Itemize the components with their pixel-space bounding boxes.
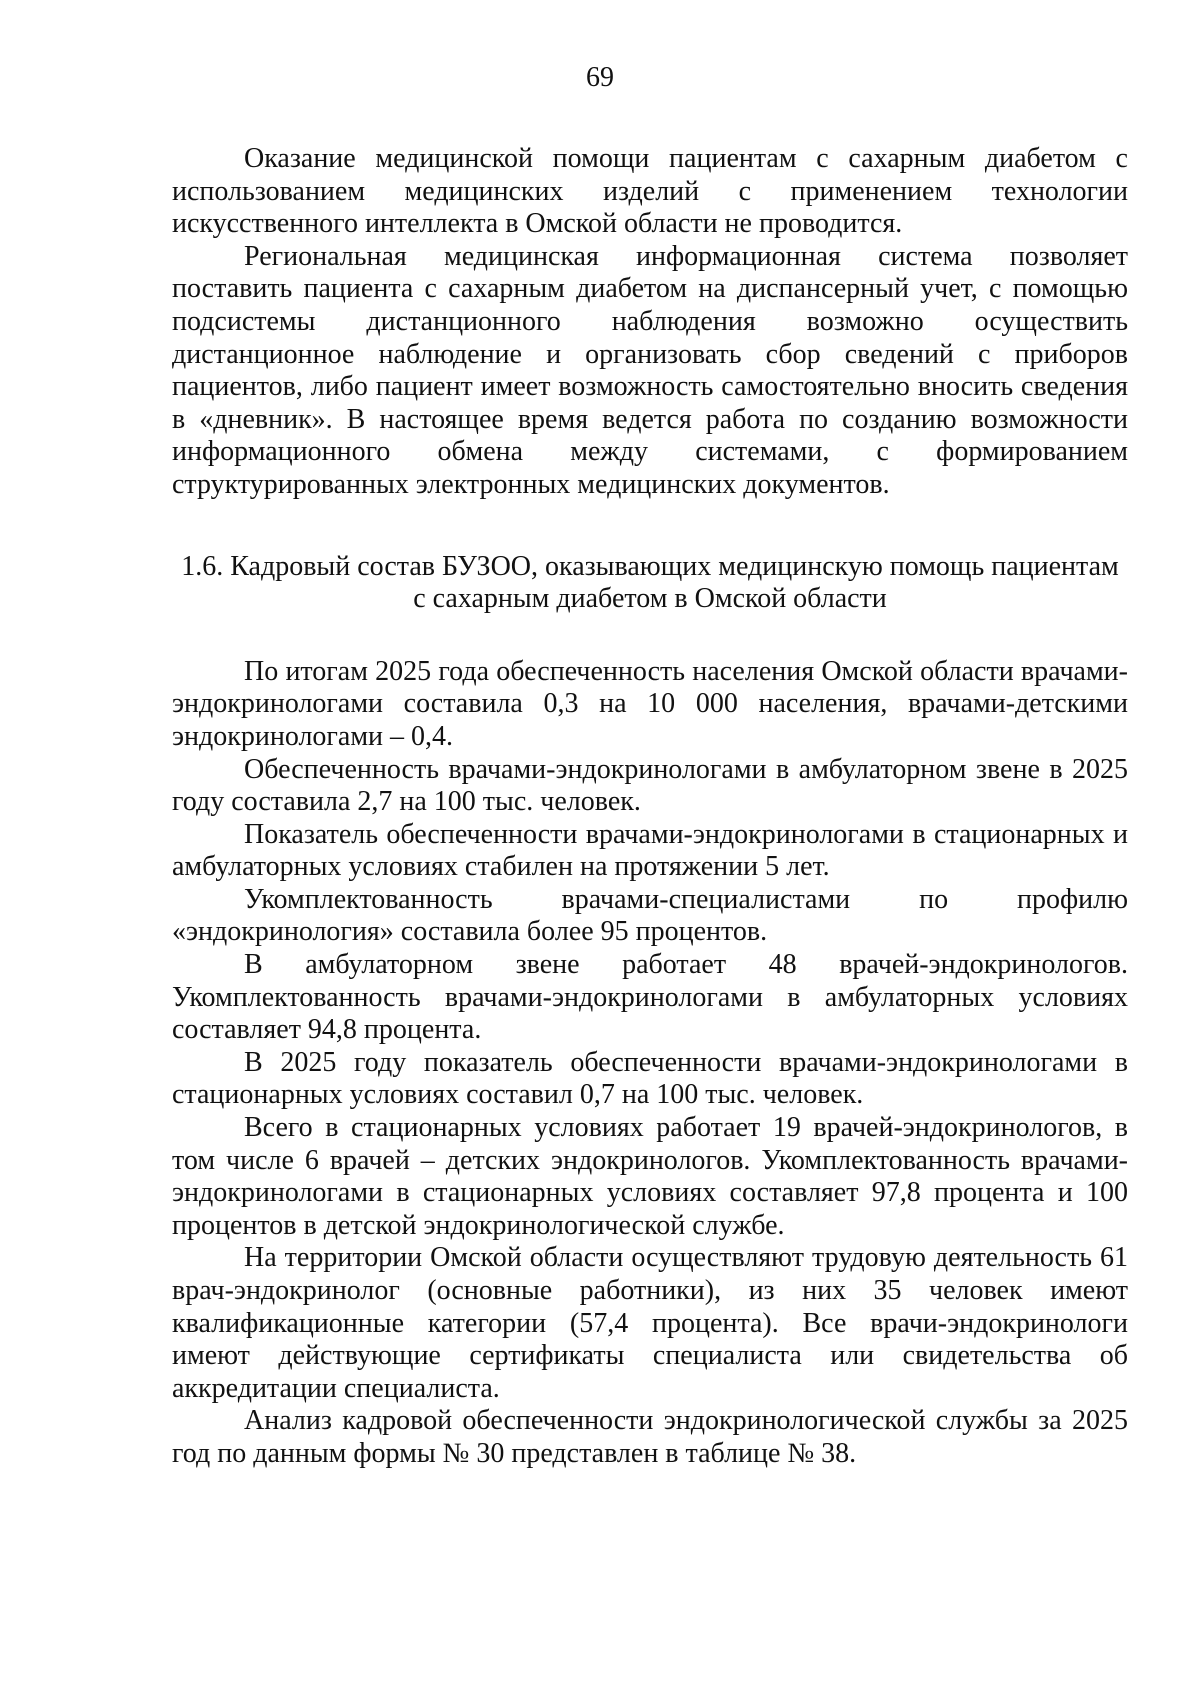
- paragraph-provision-2025: По итогам 2025 года обеспеченность населения Омской области врачами-эндокринологами составила 0,3 на 10 000 населения, врачами-детскими эндокринологами – 0,4.: [172, 655, 1128, 752]
- section-heading-line-1: 1.6. Кадровый состав БУЗОО, оказывающих медицинскую помощь пациентам: [181, 550, 1119, 582]
- paragraph-ai-technology: Оказание медицинской помощи пациентам с сахарным диабетом с использованием медицинских изделий с применением технологии искусственного интеллекта в Омской области не проводится.: [172, 143, 1128, 240]
- paragraph-analysis-reference: Анализ кадровой обеспеченности эндокринологической службы за 2025 год по данным формы № 30 представлен в таблице № 38.: [172, 1405, 1128, 1469]
- paragraph-inpatient-provision: В 2025 году показатель обеспеченности врачами-эндокринологами в стационарных условиях составил 0,7 на 100 тыс. человек.: [172, 1046, 1128, 1111]
- paragraph-stability: Показатель обеспеченности врачами-эндокринологами в стационарных и амбулаторных условиях стабилен на протяжении 5 лет.: [172, 818, 1128, 883]
- section-heading-line-2: с сахарным диабетом в Омской области: [413, 583, 887, 615]
- paragraph-staffing-level: Укомплектованность врачами-специалистами по профилю «эндокринология» составила более 95 процентов.: [172, 883, 1128, 948]
- paragraph-workforce: На территории Омской области осуществляют трудовую деятельность 61 врач-эндокринолог (основные работники), из них 35 человек имеют квалификационные категории (57,4 процента). Все врачи-эндокринологи имеют действующие сертификаты специалиста или свидетельства об аккредитации специалиста.: [172, 1242, 1128, 1404]
- document-body: [172, 143, 1128, 1471]
- paragraph-inpatient-staff: Всего в стационарных условиях работает 19 врачей-эндокринологов, в том числе 6 врачей – детских эндокринологов. Укомплектованность врачами-эндокринологами в стационарных условиях составляет 97,8 процента и 100 процентов в детской эндокринологической службе.: [172, 1112, 1128, 1241]
- page-number: 69: [586, 62, 614, 93]
- paragraph-outpatient-provision: Обеспеченность врачами-эндокринологами в амбулаторном звене в 2025 году составила 2,7 на 100 тыс. человек.: [172, 753, 1128, 818]
- spacer: [172, 616, 1128, 656]
- spacer: [172, 502, 1128, 551]
- section-heading: [172, 551, 1128, 616]
- paragraph-outpatient-staff: В амбулаторном звене работает 48 врачей-эндокринологов. Укомплектованность врачами-эндокринологами в амбулаторных условиях составляет 94,8 процента.: [172, 949, 1128, 1046]
- paragraph-information-system: Региональная медицинская информационная система позволяет поставить пациента с сахарным диабетом на диспансерный учет, с помощью подсистемы дистанционного наблюдения возможно осуществить дистанционное наблюдение и организовать сбор сведений с приборов пациентов, либо пациент имеет возможность самостоятельно вносить сведения в «дневник». В настоящее время ведется работа по созданию возможности информационного обмена между системами, с формированием структурированных электронных медицинских документов.: [172, 240, 1128, 500]
